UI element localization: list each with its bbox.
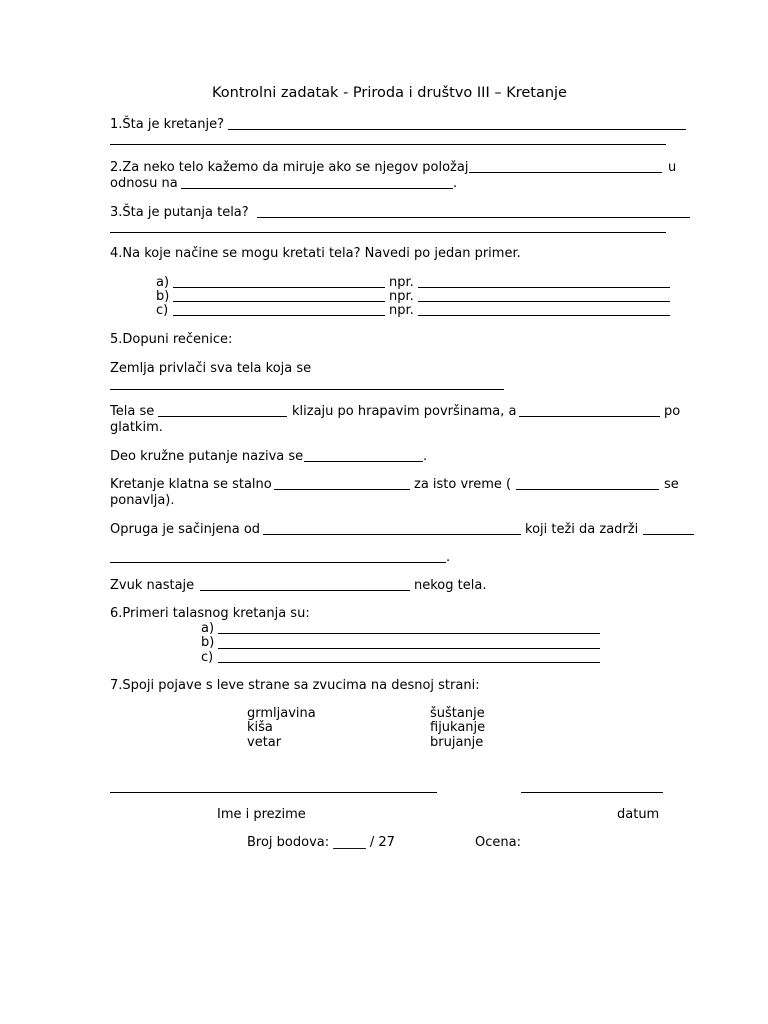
question-5: 5.Dopuni rečenice:	[110, 332, 233, 347]
answer-line-q4-a-example[interactable]	[418, 287, 670, 288]
q4-item-b-label: b)	[156, 289, 170, 304]
q5-sentence-3: Deo kružne putanje naziva se	[110, 449, 304, 464]
grade-label: Ocena:	[475, 835, 521, 850]
name-line[interactable]	[110, 792, 437, 793]
question-1: 1.Šta je kretanje?	[110, 117, 224, 132]
q4-item-a-npr: npr.	[389, 275, 414, 290]
answer-line-q5-s5-c[interactable]	[110, 562, 446, 563]
q7-left-item-1: grmljavina	[247, 706, 316, 721]
q5-sentence-4-a: Kretanje klatna se stalno	[110, 477, 272, 492]
q4-item-a-label: a)	[156, 275, 170, 290]
q5-sentence-2-b: klizaju po hrapavim površinama, a	[292, 404, 517, 419]
points-label: Broj bodova: _____ / 27	[247, 835, 395, 850]
q5-sentence-6-b: nekog tela.	[414, 578, 487, 593]
answer-line-q4-b-way[interactable]	[173, 301, 385, 302]
q4-item-b-npr: npr.	[389, 289, 414, 304]
question-2: 2.Za neko telo kažemo da miruje ako se njegov položaj	[110, 160, 469, 175]
q5-sentence-6-a: Zvuk nastaje	[110, 578, 195, 593]
answer-line-q5-s2-b[interactable]	[519, 416, 660, 417]
answer-line-q5-s2-a[interactable]	[158, 416, 287, 417]
answer-line-q4-c-example[interactable]	[418, 315, 670, 316]
answer-line-q5-s6[interactable]	[200, 590, 410, 591]
answer-line-q6-a[interactable]	[218, 633, 600, 634]
answer-line-q1-a[interactable]	[228, 129, 686, 130]
q5-sentence-4-b: za isto vreme (	[414, 477, 512, 492]
question-3: 3.Šta je putanja tela?	[110, 205, 249, 220]
name-label: Ime i prezime	[217, 807, 306, 822]
page-title: Kontrolni zadatak - Priroda i društvo III – Kretanje	[212, 85, 567, 101]
answer-line-q3-b[interactable]	[110, 232, 666, 233]
answer-line-q6-c[interactable]	[218, 662, 600, 663]
date-line[interactable]	[521, 792, 663, 793]
q6-item-c-label: c)	[201, 650, 214, 665]
q5-sentence-5-a: Opruga je sačinjena od	[110, 522, 261, 537]
answer-line-q5-s4-a[interactable]	[274, 489, 410, 490]
answer-line-q4-b-example[interactable]	[418, 301, 670, 302]
q7-right-item-1: šuštanje	[430, 706, 485, 721]
answer-line-q4-a-way[interactable]	[173, 287, 385, 288]
date-label: datum	[617, 807, 660, 822]
answer-line-q3-a[interactable]	[257, 217, 690, 218]
q5-sentence-2-a: Tela se	[110, 404, 155, 419]
answer-line-q5-s4-b[interactable]	[516, 489, 659, 490]
q5-sentence-5-b: koji teži da zadrži	[525, 522, 639, 537]
question-2-period: .	[453, 176, 458, 191]
q6-item-a-label: a)	[201, 621, 215, 636]
answer-line-q1-b[interactable]	[110, 144, 666, 145]
q7-left-item-3: vetar	[247, 735, 282, 750]
question-7: 7.Spoji pojave s leve strane sa zvucima na desnoj strani:	[110, 678, 480, 693]
question-2-u: u	[668, 160, 677, 175]
answer-line-q5-s5-a[interactable]	[263, 534, 521, 535]
q5-sentence-1: Zemlja privlači sva tela koja se	[110, 361, 312, 376]
q5-sentence-4-d: ponavlja).	[110, 493, 175, 508]
answer-line-q2-reference[interactable]	[181, 188, 453, 189]
q7-right-item-2: fijukanje	[430, 720, 486, 735]
q5-sentence-2-c: po	[664, 404, 681, 419]
answer-line-q5-s5-b[interactable]	[643, 534, 694, 535]
answer-line-q5-s1[interactable]	[110, 389, 504, 390]
question-6: 6.Primeri talasnog kretanja su:	[110, 606, 310, 621]
answer-line-q6-b[interactable]	[218, 648, 600, 649]
answer-line-q4-c-way[interactable]	[173, 315, 385, 316]
question-4: 4.Na koje načine se mogu kretati tela? Navedi po jedan primer.	[110, 246, 521, 261]
q5-sentence-5-period: .	[446, 550, 451, 565]
answer-line-q5-s3[interactable]	[304, 461, 423, 462]
q4-item-c-label: c)	[156, 303, 169, 318]
q5-sentence-4-c: se	[664, 477, 679, 492]
question-2-continued: odnosu na	[110, 176, 178, 191]
q7-left-item-2: kiša	[247, 720, 273, 735]
q4-item-c-npr: npr.	[389, 303, 414, 318]
answer-line-q2-position[interactable]	[469, 172, 662, 173]
q5-sentence-2-d: glatkim.	[110, 420, 163, 435]
q7-right-item-3: brujanje	[430, 735, 484, 750]
q6-item-b-label: b)	[201, 635, 215, 650]
q5-sentence-3-period: .	[423, 449, 428, 464]
